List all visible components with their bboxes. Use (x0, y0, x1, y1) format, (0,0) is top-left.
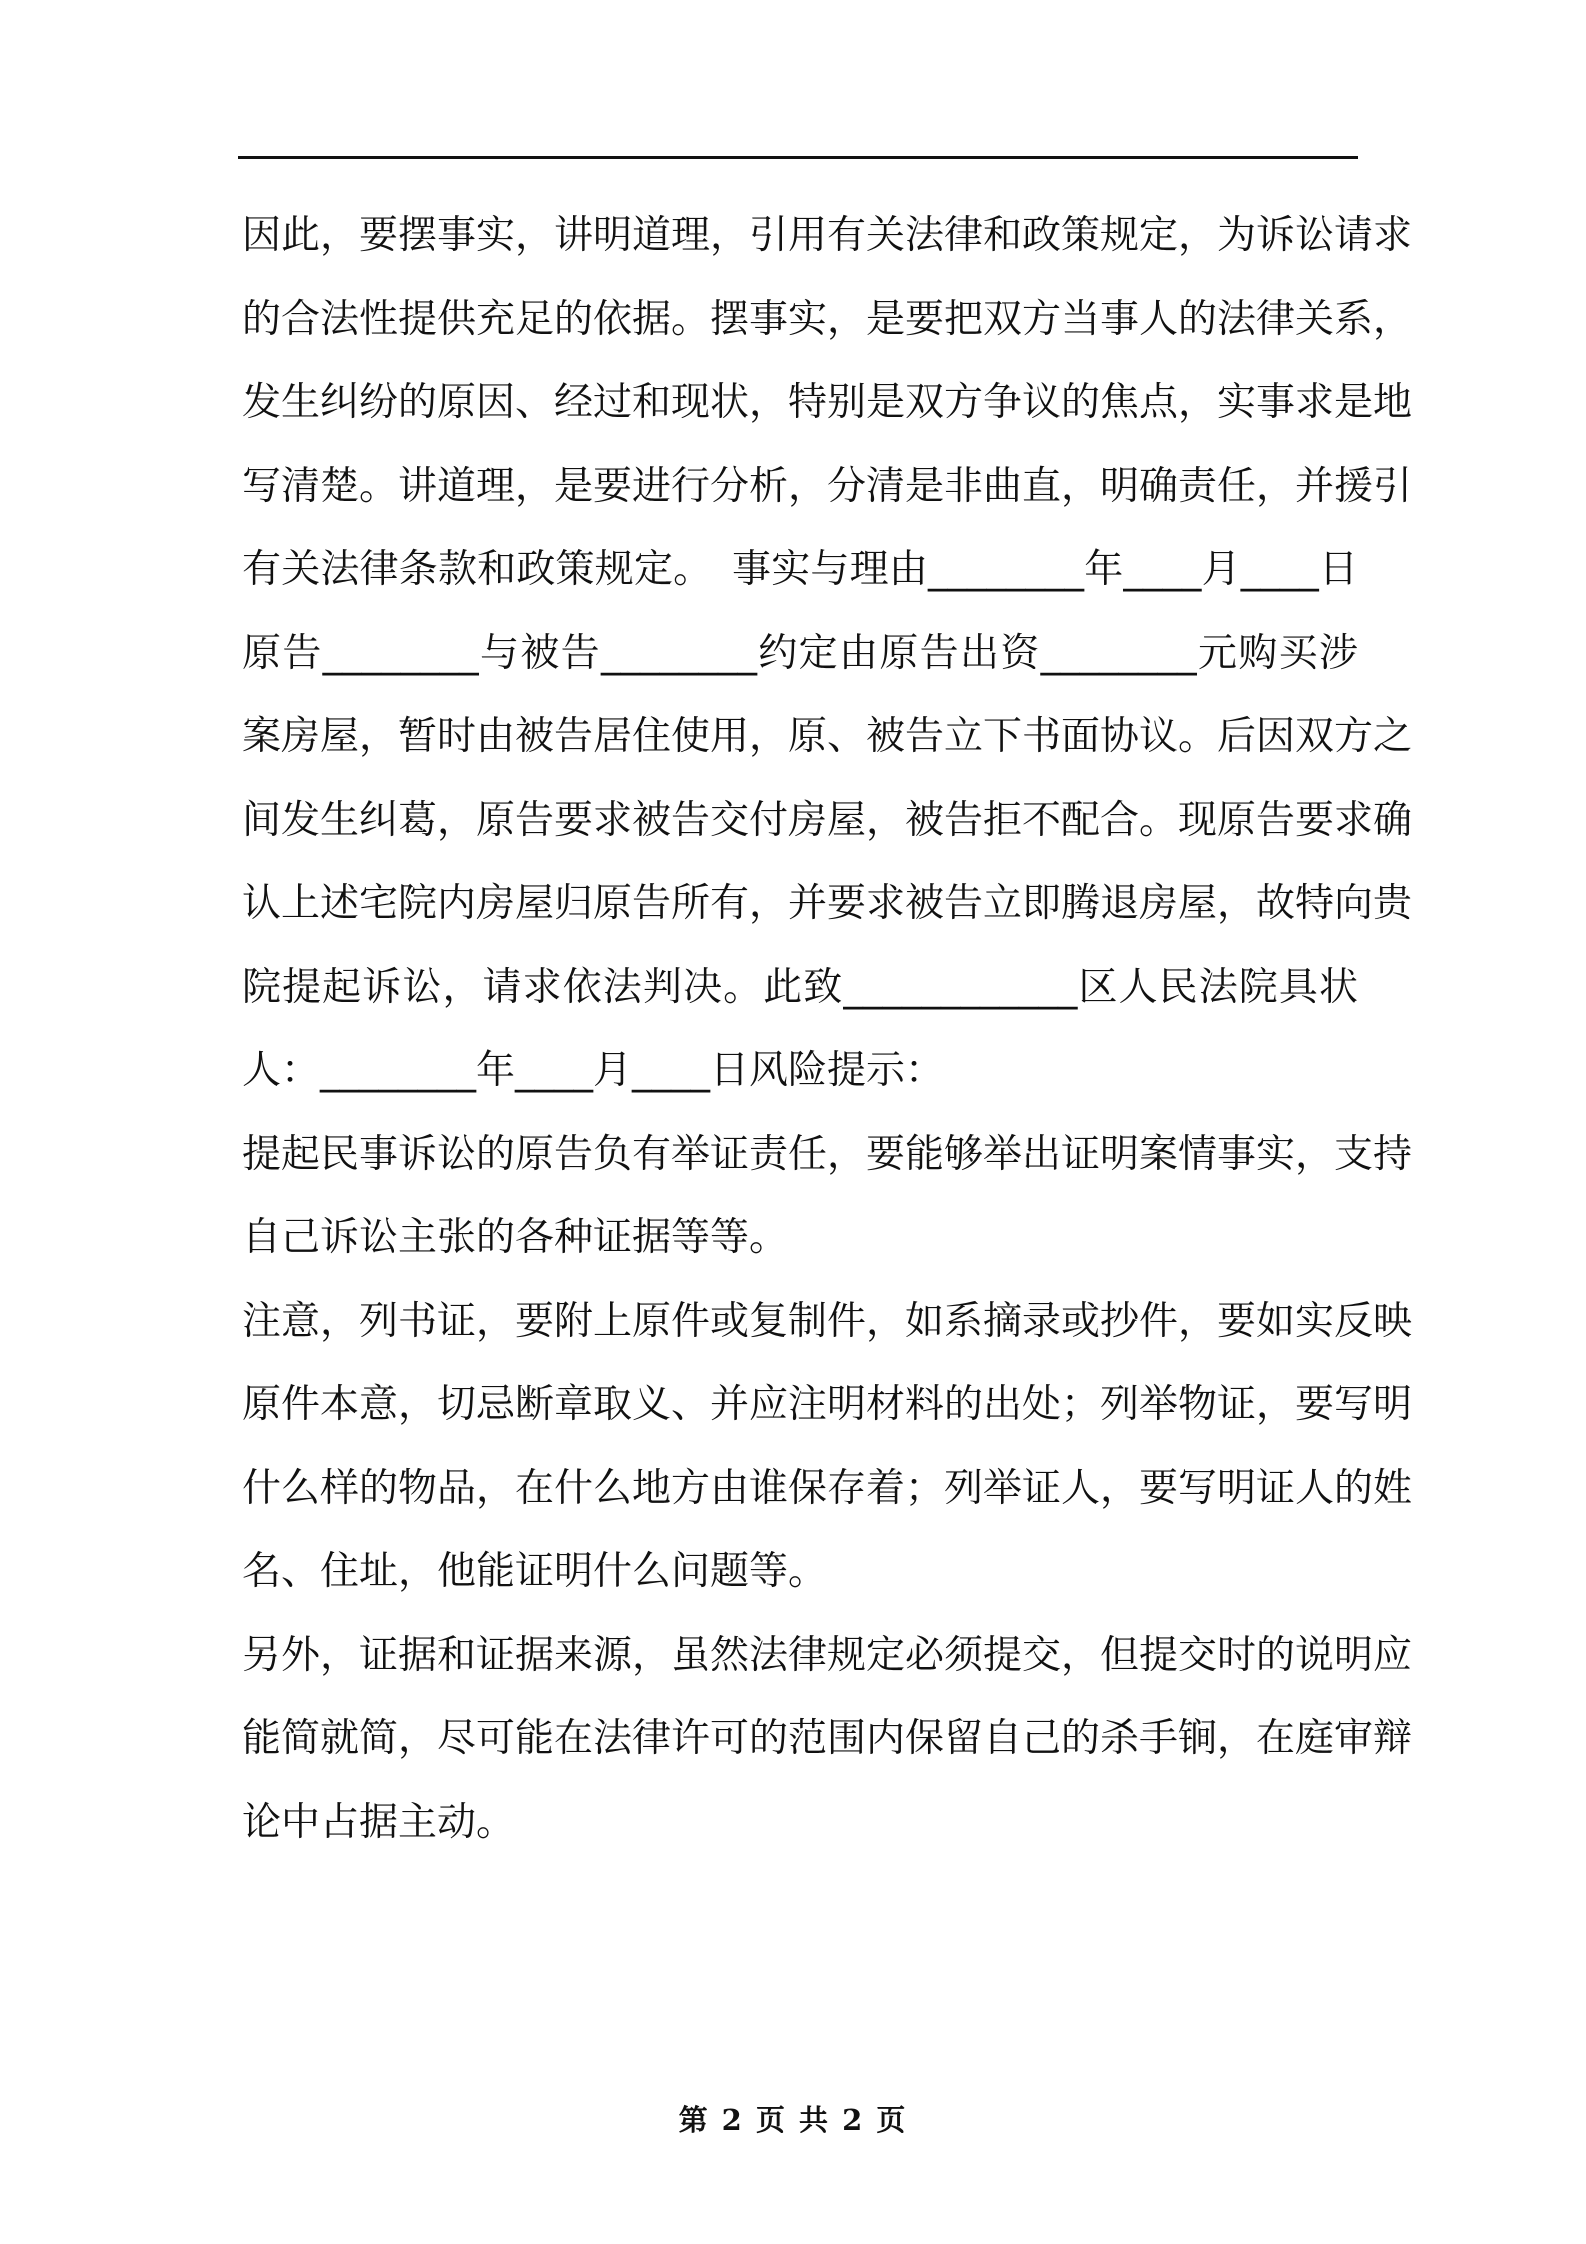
page-number-footer: 第 2 页 共 2 页 (678, 2103, 908, 2137)
text-line: 自己诉讼主张的各种证据等等。 (242, 1215, 789, 1260)
text-line: 认上述宅院内房屋归原告所有，并要求被告立即腾退房屋，故特向贵 (242, 881, 1413, 926)
text-line: 人：________年____月____日风险提示： (242, 1048, 945, 1093)
text-line: 原件本意，切忌断章取义、并应注明材料的出处；列举物证，要写明 (242, 1382, 1413, 1427)
text-line: 名、住址，他能证明什么问题等。 (242, 1549, 828, 1594)
text-line: 发生纠纷的原因、经过和现状，特别是双方争议的焦点，实事求是地 (242, 380, 1413, 425)
text-line: 院提起诉讼，请求依法判决。此致____________区人民法院具状 (242, 964, 1358, 1010)
text-line: 有关法律条款和政策规定。 事实与理由________年____月____日 (242, 547, 1358, 592)
paragraph-evidence-notes (242, 1280, 1413, 1614)
text-line: 间发生纠葛，原告要求被告交付房屋，被告拒不配合。现原告要求确 (242, 797, 1413, 843)
paragraph-facts (242, 194, 1413, 1113)
text-line: 案房屋，暂时由被告居住使用，原、被告立下书面协议。后因双方之 (242, 714, 1413, 759)
text-line: 论中占据主动。 (242, 1799, 516, 1845)
text-line: 另外，证据和证据来源，虽然法律规定必须提交，但提交时的说明应 (242, 1632, 1413, 1678)
text-line: 因此，要摆事实，讲明道理，引用有关法律和政策规定，为诉讼请求 (242, 213, 1413, 258)
text-line: 能简就简，尽可能在法律许可的范围内保留自己的杀手锏，在庭审辩 (242, 1716, 1413, 1761)
text-line: 原告________与被告________约定由原告出资________元购买涉 (242, 630, 1358, 676)
text-line: 什么样的物品，在什么地方由谁保存着；列举证人，要写明证人的姓 (242, 1465, 1413, 1511)
text-line: 提起民事诉讼的原告负有举证责任，要能够举出证明案情事实，支持 (242, 1131, 1413, 1177)
text-line: 写清楚。讲道理，是要进行分析，分清是非曲直，明确责任，并援引 (242, 463, 1413, 509)
paragraph-risk-burden (242, 1113, 1413, 1280)
paragraph-evidence-sources (242, 1614, 1413, 1865)
text-line: 的合法性提供充足的依据。摆事实，是要把双方当事人的法律关系， (242, 296, 1413, 342)
document-body (242, 194, 1413, 1864)
header-rule (238, 156, 1358, 159)
text-line: 注意，列书证，要附上原件或复制件，如系摘录或抄件，要如实反映 (242, 1298, 1413, 1344)
